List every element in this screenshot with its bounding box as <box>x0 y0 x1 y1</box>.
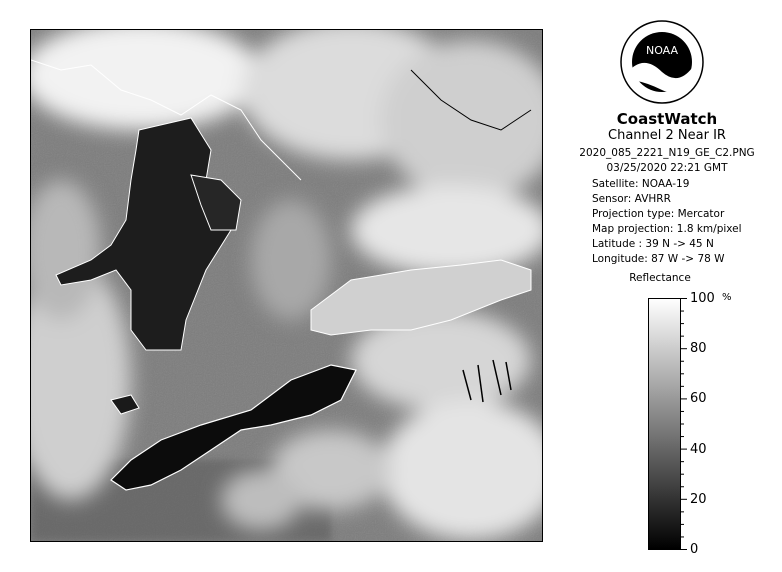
app-title: CoastWatch <box>616 110 718 128</box>
satellite-map <box>31 30 542 541</box>
filename-label: 2020_085_2221_N19_GE_C2.PNG <box>579 147 755 159</box>
datetime-label: 03/25/2020 22:21 GMT <box>606 162 728 174</box>
colorbar-tick-label: 100 <box>690 291 715 306</box>
sensor-label: Sensor: AVHRR <box>592 193 671 205</box>
satellite-image <box>30 29 543 542</box>
map-projection-label: Map projection: 1.8 km/pixel <box>592 223 742 235</box>
noaa-logo-text: NOAA <box>645 44 679 57</box>
satellite-label: Satellite: NOAA-19 <box>592 178 690 190</box>
reflectance-colorbar <box>648 298 681 550</box>
colorbar-tick-label: 60 <box>690 391 707 407</box>
channel-subtitle: Channel 2 Near IR <box>608 128 726 143</box>
noaa-logo <box>620 20 704 104</box>
colorbar-unit: % <box>722 292 732 303</box>
colorbar-tick-label: 0 <box>690 542 699 557</box>
latitude-label: Latitude : 39 N -> 45 N <box>592 238 714 250</box>
longitude-label: Longitude: 87 W -> 78 W <box>592 253 725 265</box>
colorbar-tick-label: 40 <box>690 441 707 457</box>
colorbar-title: Reflectance <box>629 272 691 284</box>
colorbar-ticks <box>681 298 691 550</box>
colorbar-tick-label: 20 <box>690 491 707 507</box>
colorbar-tick-label: 80 <box>690 341 707 357</box>
projection-type-label: Projection type: Mercator <box>592 208 725 220</box>
